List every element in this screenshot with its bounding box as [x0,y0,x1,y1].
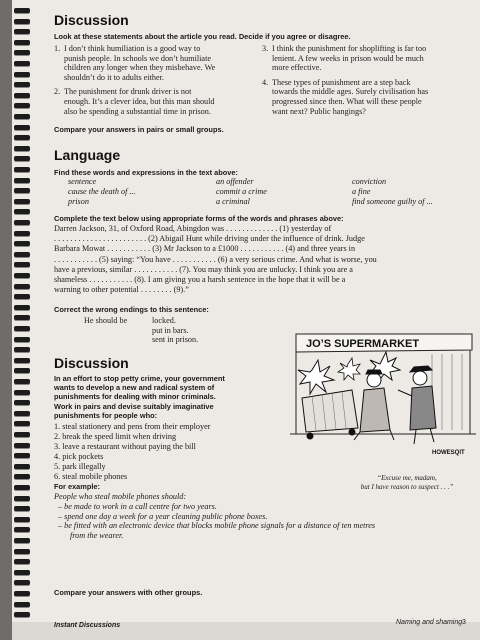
spiral-loop [14,411,30,416]
spiral-loop [14,315,30,320]
statement-line: shouldn’t do it to adults either. [64,72,164,82]
statement-line: punish people. In schools we don’t humiliate [64,53,211,63]
spiral-loop [14,538,30,543]
word-item: a criminal [216,197,250,206]
offence-item: 5. park illegally [54,461,106,471]
statement-item [262,44,476,73]
gap-fill-text [54,224,480,295]
example-label: For example: [54,482,101,491]
spiral-loop [14,527,30,532]
example-line: – spend one day a week for a year cleaning public phone boxes. [58,511,268,521]
complete-instruction: Complete the text below using appropriate forms of the words and phrases above: [54,214,344,223]
statement-line: progressed since then. What will these people [272,96,422,106]
spiral-loop [14,199,30,204]
discussion2-intro [54,374,274,420]
example-text [54,492,375,541]
statement-number: 2. [54,87,61,97]
sentence-ending: sent in prison. [152,335,199,345]
statement-item [262,78,476,116]
word-item: a fine [352,187,371,196]
discussion-instruction: Look at these statements about the article you read. Decide if you agree or disagree. [54,32,351,41]
spiral-loop [14,209,30,214]
spiral-loop [14,93,30,98]
gap-line: warning to other potential . . . . . . . . (9).” [54,285,189,295]
spiral-loop [14,82,30,87]
find-instruction: Find these words and expressions in the text above: [54,168,238,177]
gap-line: . . . . . . . . . . . . . . . . . . . . . . . (2) Abigail Hunt while driving under the influence of drink. Judge [54,234,365,244]
spiral-loop [14,125,30,130]
spiral-loop [14,337,30,342]
spiral-loop [14,358,30,363]
spiral-loop [14,220,30,225]
statement-line: lenient. A few weeks in prison would be much [272,53,424,63]
spiral-loop [14,326,30,331]
spiral-loop [14,284,30,289]
spiral-loop [14,390,30,395]
spiral-loop [14,421,30,426]
statement-line: also be spending a substantial time in prison. [64,106,211,116]
ending-list [152,316,198,345]
statement-line: want next? Public hangings? [272,106,366,116]
spiral-loop [14,559,30,564]
statement-line: 1. I don’t think humiliation is a good way to [54,44,201,53]
footer-unit-title: Naming and shaming [396,619,463,626]
statements-right [262,44,476,121]
footer-book-title: Instant Discussions [54,622,121,629]
supermarket-cartoon [282,330,478,460]
discussion-title: Discussion [54,12,129,28]
spiral-loop [14,262,30,267]
offence-item: 1. steal stationery and pens from their employer [54,422,211,431]
spiral-loop [14,464,30,469]
statement-item [54,87,254,116]
spiral-loop [14,156,30,161]
intro-line: In an effort to stop petty crime, your government [54,374,225,383]
cartoon-caption [342,474,472,492]
spiral-loop [14,135,30,140]
spiral-loop [14,591,30,596]
spiral-loop [14,612,30,617]
spiral-loop [14,61,30,66]
spiral-loop [14,506,30,511]
statement-line: 4. These types of punishment are a step back [262,77,411,87]
statement-line: 3. I think the punishment for shoplifting is far too [262,44,427,53]
spiral-loop [14,178,30,183]
spiral-loop [14,580,30,585]
spiral-loop [14,103,30,108]
spiral-binding [12,0,34,640]
spiral-loop [14,474,30,479]
example-line: – be made to work in a call centre for two years. [58,501,217,511]
store-sign-text: JO’S SUPERMARKET [306,338,420,350]
intro-line: wants to develop a new and radical system of [54,383,215,393]
word-item: find someone guilty of ... [352,197,433,206]
spiral-loop [14,443,30,448]
example-line: – be fitted with an electronic device that blocks mobile phone signals for a distance of ten metres [58,521,376,531]
spiral-loop [14,347,30,352]
offence-item: 3. leave a restaurant without paying the bill [54,441,196,451]
statement-line: towards the middle ages. Surely civilisation has [272,87,429,97]
spiral-loop [14,570,30,575]
gap-line: Barbara Mowat . . . . . . . . . . . (3) Mr Jackson to a £1000 . . . . . . . . . . . (4) and three years in [54,244,356,254]
discussion-compare: Compare your answers in pairs or small groups. [54,125,224,134]
spiral-loop [14,72,30,77]
spiral-loop [14,252,30,257]
spiral-loop [14,8,30,13]
page-number: 3 [462,619,466,626]
offence-item: 6. steal mobile phones [54,471,128,481]
statements-left [54,44,254,121]
example-line: from the wearer. [70,531,124,541]
spiral-loop [14,167,30,172]
book-page [12,0,480,640]
offence-list [54,422,210,481]
statement-line: children any longer when they misbehave. We [64,63,216,73]
spiral-loop [14,114,30,119]
offence-item: 2. break the speed limit when driving [54,431,177,441]
word-item: commit a crime [216,187,267,196]
statement-line: enough. It’s a clever idea, but this man should [64,96,215,106]
spiral-loop [14,368,30,373]
cartoonist-signature: HOWESQIT [432,450,465,456]
discussion2-title: Discussion [54,355,129,371]
spiral-loop [14,400,30,405]
spiral-loop [14,50,30,55]
spiral-loop [14,549,30,554]
spiral-loop [14,19,30,24]
correct-instruction: Correct the wrong endings to this sentence: [54,305,209,314]
page-content [42,0,480,640]
spiral-loop [14,305,30,310]
caption-line: “Excuse me, madam, [377,474,437,482]
gap-line: . . . . . . . . . . . (5) saying: “You have . . . . . . . . . . . (6) a very serious crime. And what is worse, you [54,254,377,264]
statement-number: 4. [262,77,269,87]
statement-number: 1. [54,44,61,53]
spiral-loop [14,432,30,437]
spiral-loop [14,188,30,193]
spiral-loop [14,485,30,490]
spiral-loop [14,29,30,34]
statement-number: 3. [262,44,269,53]
spiral-loop [14,146,30,151]
spiral-loop [14,231,30,236]
word-item: prison [68,197,89,206]
word-item: conviction [352,177,387,186]
spiral-loop [14,294,30,299]
spiral-loop [14,273,30,278]
spiral-loop [14,40,30,45]
statement-line: 2. The punishment for drunk driver is not [54,87,192,97]
example-line: People who steal mobile phones should: [54,492,187,501]
spiral-loop [14,602,30,607]
caption-line: but I have reason to suspect . . .” [360,483,454,491]
intro-line: Work in pairs and devise suitably imaginative [54,401,214,411]
statement-item [54,44,254,82]
spiral-loop [14,453,30,458]
word-item: sentence [68,177,97,186]
intro-line: punishments for dealing with minor criminals. [54,392,216,402]
gap-line: Darren Jackson, 31, of Oxford Road, Abingdon was . . . . . . . . . . . . . (1) yesterday of [54,224,332,233]
sentence-start: He should be [84,316,128,325]
sentence-ending: locked. [152,316,176,325]
word-item: cause the death of ... [68,187,136,196]
spiral-loop [14,496,30,501]
spiral-loop [14,241,30,246]
offence-item: 4. pick pockets [54,451,104,461]
intro-line: punishments for people who: [54,410,158,420]
gap-line: shameless . . . . . . . . . . . (8). I am giving you a harsh sentence in the hope that it will be a [54,275,346,285]
gap-line: have a previous, similar . . . . . . . . . . . (7). You may think you are unlucky. I think you are a [54,264,353,274]
language-title: Language [54,147,121,163]
spiral-loop [14,517,30,522]
sentence-ending: put in bars. [152,325,189,335]
discussion2-compare: Compare your answers with other groups. [54,588,203,597]
statement-line: more effective. [272,63,322,73]
spiral-loop [14,379,30,384]
word-item: an offender [216,177,254,186]
word-grid [68,177,478,209]
